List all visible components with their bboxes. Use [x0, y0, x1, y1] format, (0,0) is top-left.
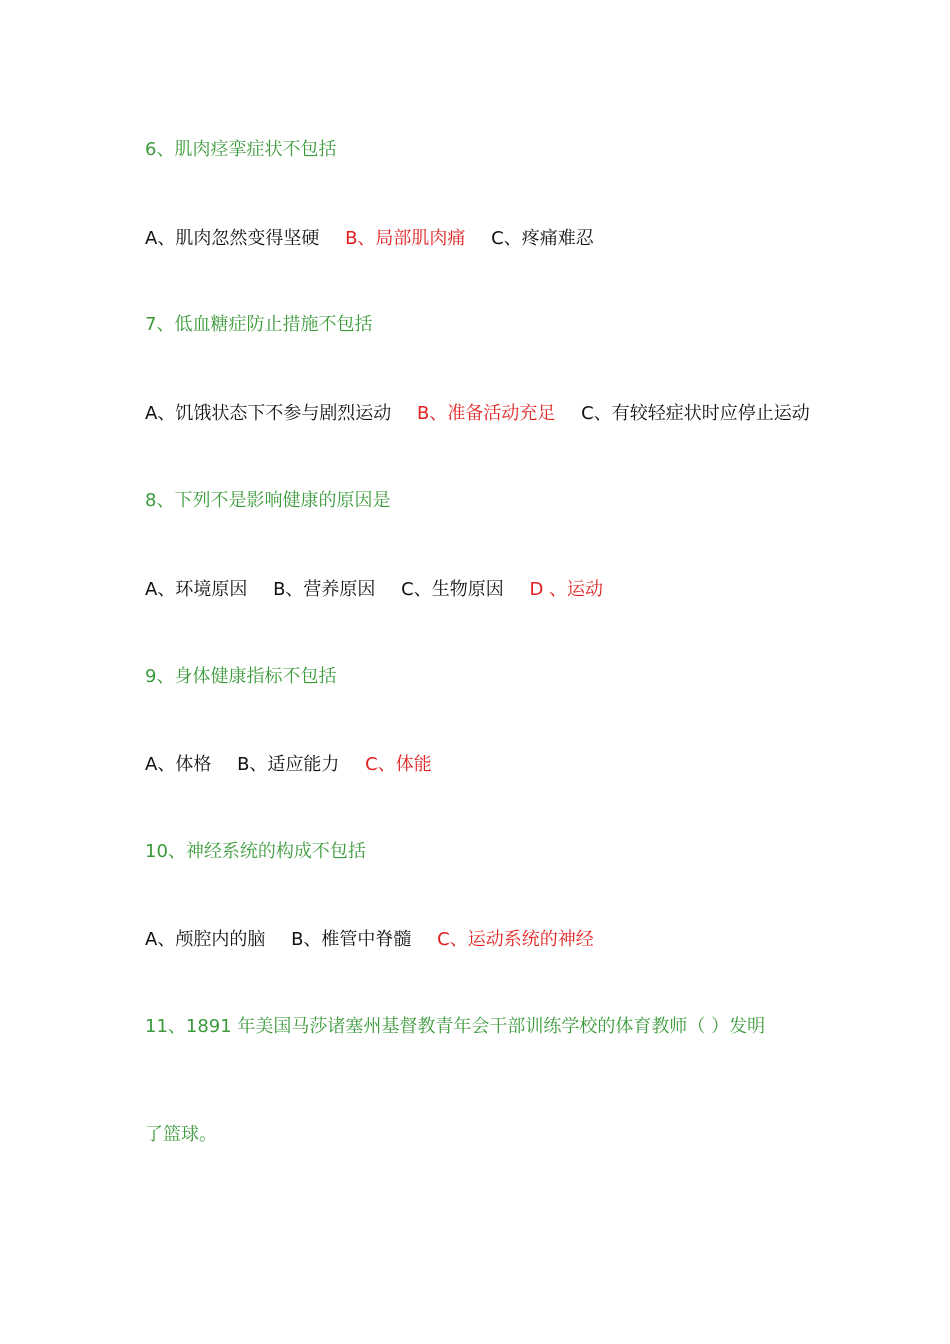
options-8	[145, 578, 603, 602]
options-10	[145, 928, 594, 952]
option-7a: A、饥饿状态下不参与剧烈运动	[145, 403, 392, 424]
option-7c: C、有较轻症状时应停止运动	[581, 403, 810, 424]
option-10a: A、颅腔内的脑	[145, 929, 266, 950]
option-8b: B、营养原因	[273, 579, 376, 600]
option-8d-answer: D 、运动	[529, 579, 604, 600]
option-6a: A、肌肉忽然变得坚硬	[145, 228, 320, 249]
options-6	[145, 227, 594, 251]
option-6c: C、疼痛难忍	[491, 228, 594, 249]
question-11-line-2: 了篮球。	[145, 1124, 217, 1145]
option-8c: C、生物原因	[401, 579, 504, 600]
option-9c-answer: C、体能	[365, 754, 432, 775]
option-6b-answer: B、局部肌肉痛	[345, 228, 466, 249]
question-8: 8、下列不是影响健康的原因是	[145, 490, 391, 511]
option-10b: B、椎管中脊髓	[291, 929, 412, 950]
question-7: 7、低血糖症防止措施不包括	[145, 314, 373, 335]
option-9b: B、适应能力	[237, 754, 340, 775]
option-8a: A、环境原因	[145, 579, 248, 600]
options-9	[145, 753, 432, 777]
question-10: 10、神经系统的构成不包括	[145, 841, 366, 862]
option-7b-answer: B、准备活动充足	[417, 403, 556, 424]
question-6: 6、肌肉痉挛症状不包括	[145, 139, 337, 160]
options-7	[145, 402, 810, 426]
question-9: 9、身体健康指标不包括	[145, 666, 337, 687]
option-9a: A、体格	[145, 754, 212, 775]
option-10c-answer: C、运动系统的神经	[437, 929, 594, 950]
question-11-line-1: 11、1891 年美国马莎诸塞州基督教青年会干部训练学校的体育教师（ ）发明	[145, 1016, 766, 1037]
